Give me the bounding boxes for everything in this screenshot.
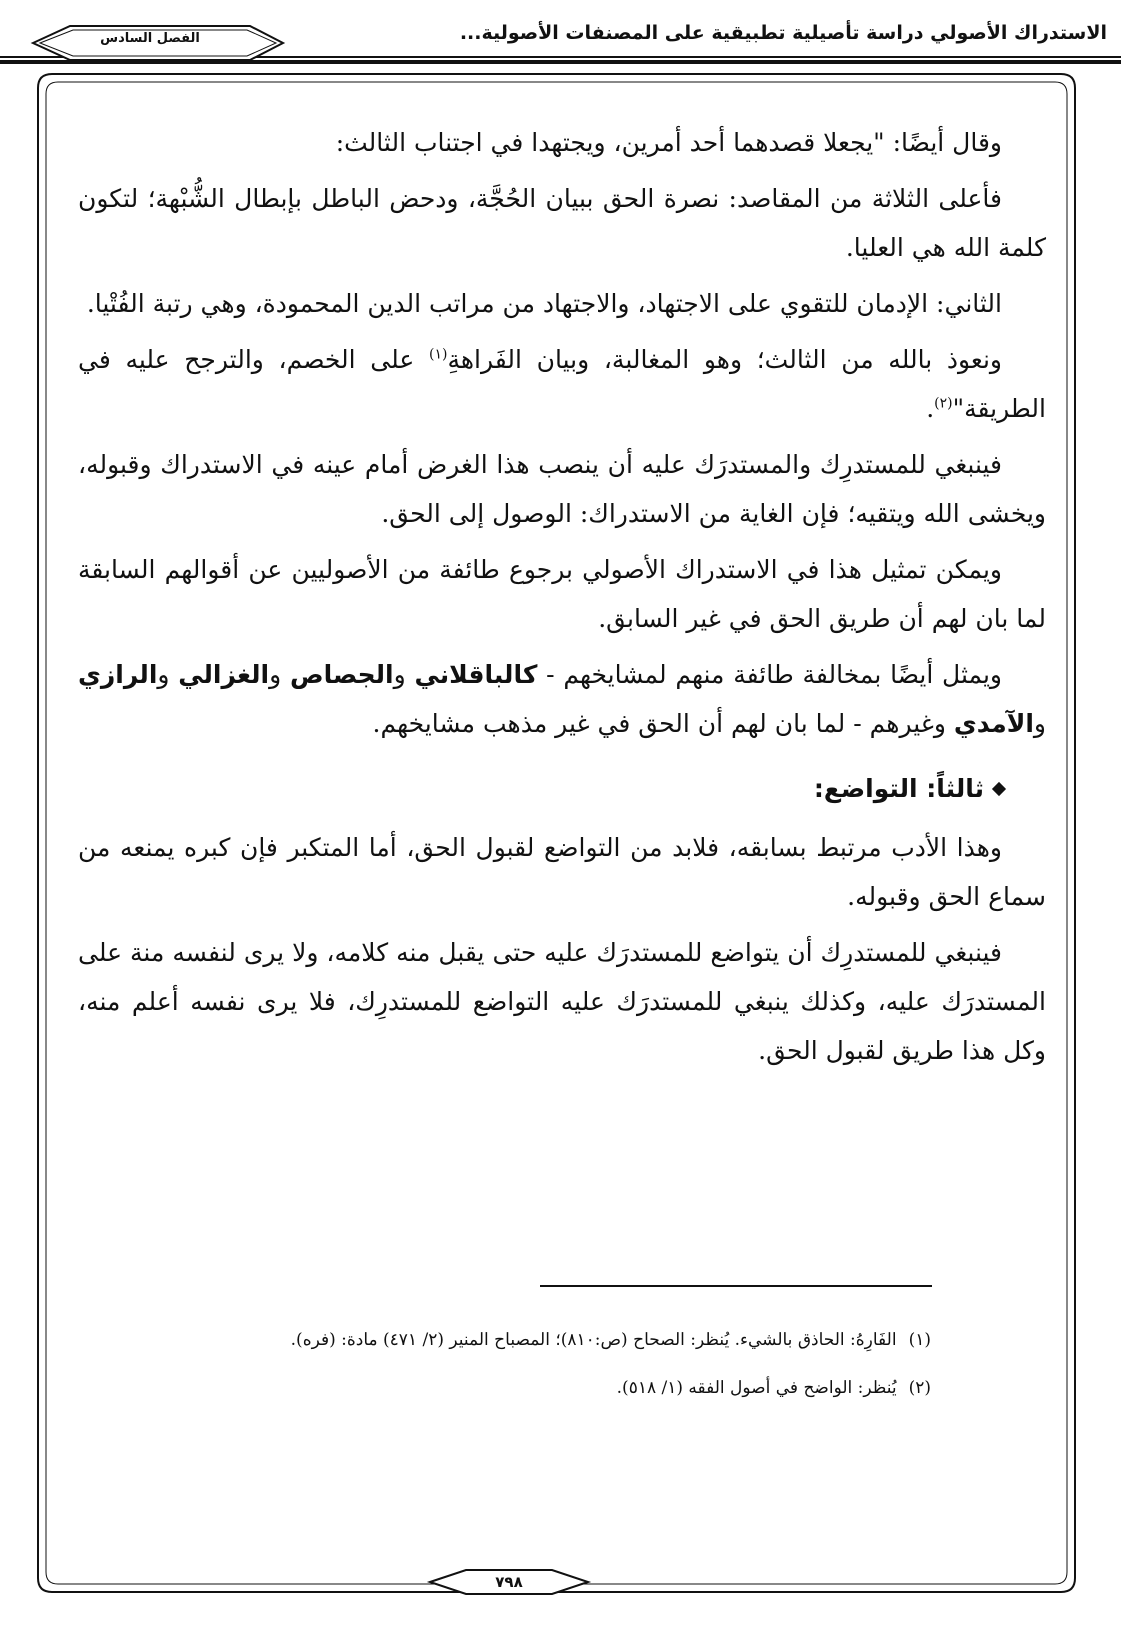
- footnote: [120, 1322, 935, 1358]
- text: .: [926, 394, 935, 423]
- paragraph: فأعلى الثلاثة من المقاصد: نصرة الحق ببيان الحُجَّة، ودحض الباطل بإبطال الشُّبْهة؛ لتكون كلمة الله هي العليا.: [78, 184, 1046, 262]
- footnote-separator: [540, 1285, 932, 1287]
- footnote-number: (٢): [908, 1378, 931, 1398]
- scholar-name: كالباقلاني: [414, 660, 538, 689]
- text: و: [269, 660, 290, 689]
- scholar-name: الرازي: [78, 660, 158, 689]
- text: وغيرهم - لما بان لهم أن الحق في غير مذهب مشايخهم.: [372, 709, 954, 738]
- text: على الخصم، والترجح عليه في الطريقة": [78, 345, 1046, 423]
- footnotes: [120, 1322, 935, 1418]
- book-title: الاستدراك الأصولي دراسة تأصيلية تطبيقية على المصنفات الأصولية...: [459, 22, 1107, 44]
- footnote-text: يُنظر: الواضح في أصول الفقه (١/ ٥١٨).: [616, 1378, 897, 1398]
- chapter-label: الفصل السادس: [100, 31, 200, 46]
- section-heading: [78, 764, 1046, 813]
- paragraph: ويمكن تمثيل هذا في الاستدراك الأصولي برجوع طائفة من الأصوليين عن أقوالهم السابقة لما بان لهم أن طريق الحق في غير السابق.: [78, 555, 1046, 633]
- paragraph: فينبغي للمستدرِك والمستدرَك عليه أن ينصب هذا الغرض أمام عينه في الاستدراك وقبوله، ويخشى الله ويتقيه؛ فإن الغاية من الاستدراك: الوصول إلى الحق.: [78, 450, 1046, 528]
- paragraph: الثاني: الإدمان للتقوي على الاجتهاد، والاجتهاد من مراتب الدين المحمودة، وهي رتبة الفُتْيا.: [86, 289, 1002, 318]
- footnote-ref-1[interactable]: (١): [428, 346, 448, 363]
- text: و: [1033, 709, 1046, 738]
- footnote-text: الفَارِهُ: الحاذق بالشيء. يُنظر: الصحاح (ص:٨١٠)؛ المصباح المنير (٢/ ٤٧١) مادة: (فره).: [290, 1330, 897, 1350]
- footnote: [120, 1370, 935, 1406]
- footnote-ref-2[interactable]: (٢): [934, 395, 953, 412]
- section-title: ثالثاً: التواضع:: [813, 774, 984, 803]
- text: ونعوذ بالله من الثالث؛ وهو المغالبة، وبيان الفَراهةِ: [447, 345, 1002, 374]
- footnote-number: (١): [908, 1330, 931, 1350]
- page-number: ٧٩٨: [495, 1573, 523, 1591]
- scholar-name: الغزالي: [178, 660, 270, 689]
- main-content: [78, 118, 1046, 1075]
- paragraph: وهذا الأدب مرتبط بسابقه، فلابد من التواضع لقبول الحق، أما المتكبر فإن كبره يمنعه من سماع الحق وقبوله.: [78, 833, 1046, 911]
- text: و: [393, 660, 415, 689]
- diamond-bullet-icon: [992, 781, 1006, 795]
- scholar-name: الآمدي: [953, 709, 1034, 738]
- paragraph: وقال أيضًا: "يجعلا قصدهما أحد أمرين، ويجتهدا في اجتناب الثالث:: [335, 128, 1002, 157]
- paragraph-with-references: [78, 335, 1046, 433]
- paragraph-scholars: [78, 650, 1046, 748]
- text: و: [157, 660, 179, 689]
- scholar-name: الجصاص: [289, 660, 394, 689]
- text: ويمثل أيضًا بمخالفة طائفة منهم لمشايخهم -: [537, 660, 1002, 689]
- paragraph: فينبغي للمستدرِك أن يتواضع للمستدرَك عليه حتى يقبل منه كلامه، ولا يرى لنفسه منة على المستدرَك عليه، وكذلك ينبغي للمستدرَك عليه التواضع للمستدرِك، فلا يرى نفسه أعلم منه، وكل هذا طريق لقبول الحق.: [78, 938, 1046, 1065]
